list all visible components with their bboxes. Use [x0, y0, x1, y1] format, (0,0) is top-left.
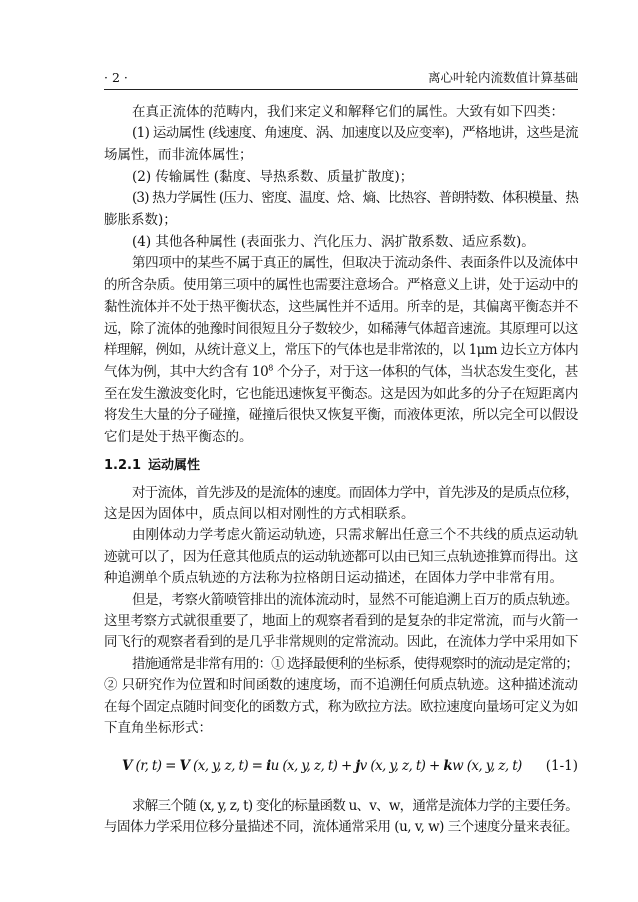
- text-line: 同飞行的观察者看到的是几乎非常规则的定常流动。因此，在流体力学中采用如下: [104, 634, 579, 650]
- text-line: 这里考察方式就很重要了，地面上的观察者看到的是复杂的非定常流，而与火箭一: [104, 613, 579, 629]
- eq-symbol: j: [355, 758, 360, 774]
- text-fragment: 个分子，对于这一体积的气体，当状态发生变化，甚: [272, 364, 578, 380]
- equation-number: (1-1): [545, 758, 578, 774]
- text-line: 它们是处于热平衡态的。: [104, 429, 253, 445]
- eq-text: (r, t) =: [131, 758, 180, 774]
- text-line: 但是，考察火箭喷管排出的流体流动时，显然不可能追溯上百万的质点轨迹。: [132, 592, 579, 608]
- eq-symbol: V: [122, 758, 132, 774]
- text-line: 由刚体动力学考虑火箭运动轨迹，只需求解出任意三个不共线的质点运动轨: [132, 527, 578, 543]
- text-line: 第四项中的某些不属于真正的属性，但取决于流动条件、表面条件以及流体中: [132, 255, 579, 271]
- text-line: 场属性，而非流体属性；: [104, 147, 253, 163]
- section-heading: [104, 456, 578, 475]
- text-line: (4) 其他各种属性 (表面张力、汽化压力、涡扩散系数、适应系数)。: [132, 234, 535, 250]
- eq-symbol: V: [179, 758, 190, 774]
- eq-text: (x, y, z, t) =: [189, 758, 267, 774]
- text-line: (2) 传输属性 (黏度、导热系数、质量扩散度)；: [132, 169, 414, 185]
- equation-body: [122, 757, 522, 776]
- section-number: 1.2.1: [104, 457, 142, 473]
- eq-symbol: k: [443, 758, 453, 774]
- text-line: 膨胀系数)；: [104, 212, 177, 228]
- text-line: 措施通常是非常有用的：① 选择最便利的坐标系，使得观察时的流动是定常的；: [132, 656, 579, 672]
- eq-text: w (x, y, z, t): [452, 758, 522, 774]
- text-line: (1) 运动属性 (线速度、角速度、涡、加速度以及应变率)，严格地讲，这些是流: [132, 125, 578, 141]
- text-line: 黏性流体并不处于热平衡状态，这些属性并不适用。所幸的是，其偏离平衡态并不: [104, 299, 579, 315]
- text-line: 至在发生激波变化时，它也能迅速恢复平衡态。这是因为如此多的分子在短距离内: [104, 386, 579, 402]
- text-line: 对于流体，首先涉及的是流体的速度。而固体力学中，首先涉及的是质点位移，: [132, 485, 579, 501]
- section-title: 运动属性: [148, 457, 201, 473]
- text-line: [104, 363, 578, 382]
- page-number: · 2 ·: [104, 70, 128, 85]
- equation-1-1: [104, 757, 578, 776]
- header-rule: [104, 89, 578, 90]
- text-line: 种追溯单个质点轨迹的方法称为拉格朗日运动描述，在固体力学中非常有用。: [104, 570, 563, 586]
- text-line: (3) 热力学属性 (压力、密度、温度、焓、熵、比热容、普朗特数、体积模量、热: [132, 190, 578, 206]
- eq-text: u (x, y, z, t) +: [270, 758, 356, 774]
- text-line: 将发生大量的分子碰撞，碰撞后很快又恢复平衡，而液体更浓，所以完全可以假设: [104, 407, 579, 423]
- text-line: 求解三个随 (x, y, z, t) 变化的标量函数 u、v、w，通常是流体力学的主要任务。: [132, 798, 578, 814]
- text-line: ② 只研究作为位置和时间函数的速度场，而不追溯任何质点轨迹。这种描述流动: [104, 677, 578, 693]
- text-line: 的所含杂质。使用第三项中的属性也需要注意场合。严格意义上讲，处于运动中的: [104, 277, 579, 293]
- eq-symbol: i: [266, 758, 271, 774]
- text-line: 这是因为固体中，质点间以相对刚性的方式相联系。: [104, 506, 415, 522]
- running-title: 离心叶轮内流数值计算基础: [427, 70, 578, 85]
- text-line: 与固体力学采用位移分量描述不同，流体通常采用 (u, v, w) 三个速度分量来表征。: [104, 819, 579, 835]
- text-fragment: 气体为例，其中大约含有 10: [104, 364, 269, 380]
- text-line: 迹就可以了，因为任意其他质点的运动轨迹都可以由已知三点轨迹推算而得出。这: [104, 549, 579, 565]
- text-line: 下直角坐标形式：: [104, 720, 212, 736]
- text-line: 样理解，例如，从统计意义上，常压下的气体也是非常浓的，以 1μm 边长立方体内: [104, 342, 578, 358]
- eq-text: v (x, y, z, t) +: [359, 758, 444, 774]
- text-line: 远，除了流体的弛豫时间很短且分子数较少，如稀薄气体超音速流。其原理可以这: [104, 321, 579, 337]
- superscript: 8: [268, 363, 273, 373]
- text-line: 在真正流体的范畴内，我们来定义和解释它们的属性。大致有如下四类：: [132, 104, 564, 120]
- text-line: 在每个固定点随时间变化的函数方式，称为欧拉方法。欧拉速度向量场可定义为如: [104, 699, 579, 715]
